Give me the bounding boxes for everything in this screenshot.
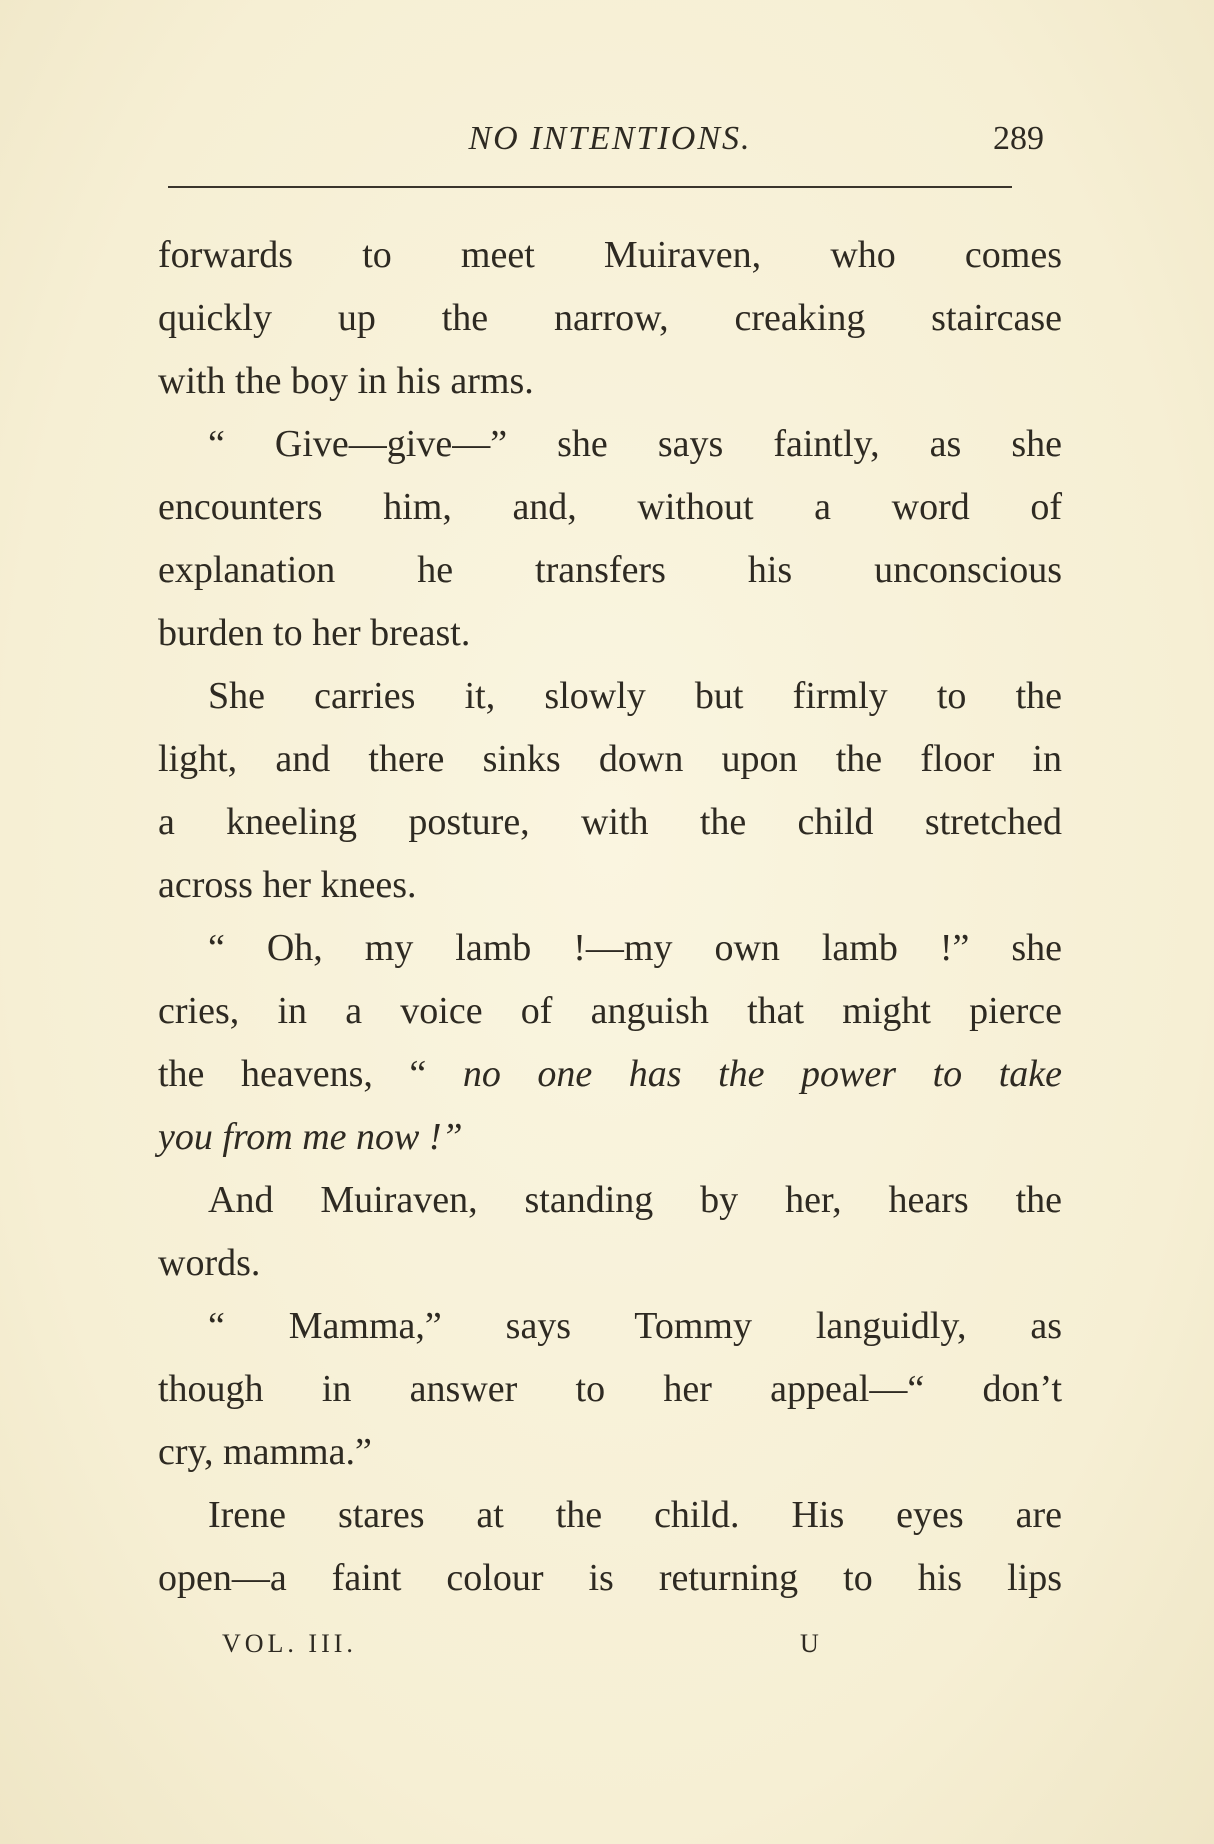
text-line: words. bbox=[158, 1242, 261, 1284]
text-line: though in answer to her appeal—“ don’t bbox=[158, 1368, 1062, 1410]
signature-mark: U bbox=[800, 1629, 819, 1658]
text-line: you from me now !” bbox=[158, 1116, 463, 1158]
text-line: burden to her breast. bbox=[158, 612, 471, 654]
text-line: with the boy in his arms. bbox=[158, 360, 534, 402]
text-line: “ Give—give—” she says faintly, as she bbox=[208, 423, 1062, 465]
text-line: She carries it, slowly but firmly to the bbox=[208, 675, 1062, 717]
text-line: “ Oh, my lamb !—my own lamb !” she bbox=[208, 927, 1062, 969]
signature-line bbox=[222, 1624, 842, 1664]
text-line: open—a faint colour is returning to his lips bbox=[158, 1557, 1062, 1599]
text-line: “ Mamma,” says Tommy languidly, as bbox=[208, 1305, 1062, 1347]
text-line: light, and there sinks down upon the floor in bbox=[158, 738, 1062, 780]
text-line: encounters him, and, without a word of bbox=[158, 486, 1062, 528]
volume-mark: VOL. III. bbox=[222, 1629, 357, 1658]
text-line: And Muiraven, standing by her, hears the bbox=[208, 1179, 1062, 1221]
header-rule bbox=[168, 186, 1012, 188]
text-line: forwards to meet Muiraven, who comes bbox=[158, 234, 1062, 276]
text-line: a kneeling posture, with the child stretched bbox=[158, 801, 1062, 843]
running-title: NO INTENTIONS. bbox=[468, 120, 752, 157]
text-line: explanation he transfers his unconscious bbox=[158, 549, 1062, 591]
text-line: across her knees. bbox=[158, 864, 417, 906]
italic-phrase: no one has the power to take bbox=[462, 1053, 1062, 1095]
text-line: cries, in a voice of anguish that might pierce bbox=[158, 990, 1062, 1032]
running-head bbox=[160, 114, 1060, 164]
text-line: quickly up the narrow, creaking staircase bbox=[158, 297, 1062, 339]
text-line: Irene stares at the child. His eyes are bbox=[208, 1494, 1062, 1536]
page-number: 289 bbox=[993, 120, 1044, 157]
body-text bbox=[158, 224, 1062, 1610]
text-line: cry, mamma.” bbox=[158, 1431, 372, 1473]
text-line: the heavens, “ no one has the power to take bbox=[158, 1053, 1062, 1095]
